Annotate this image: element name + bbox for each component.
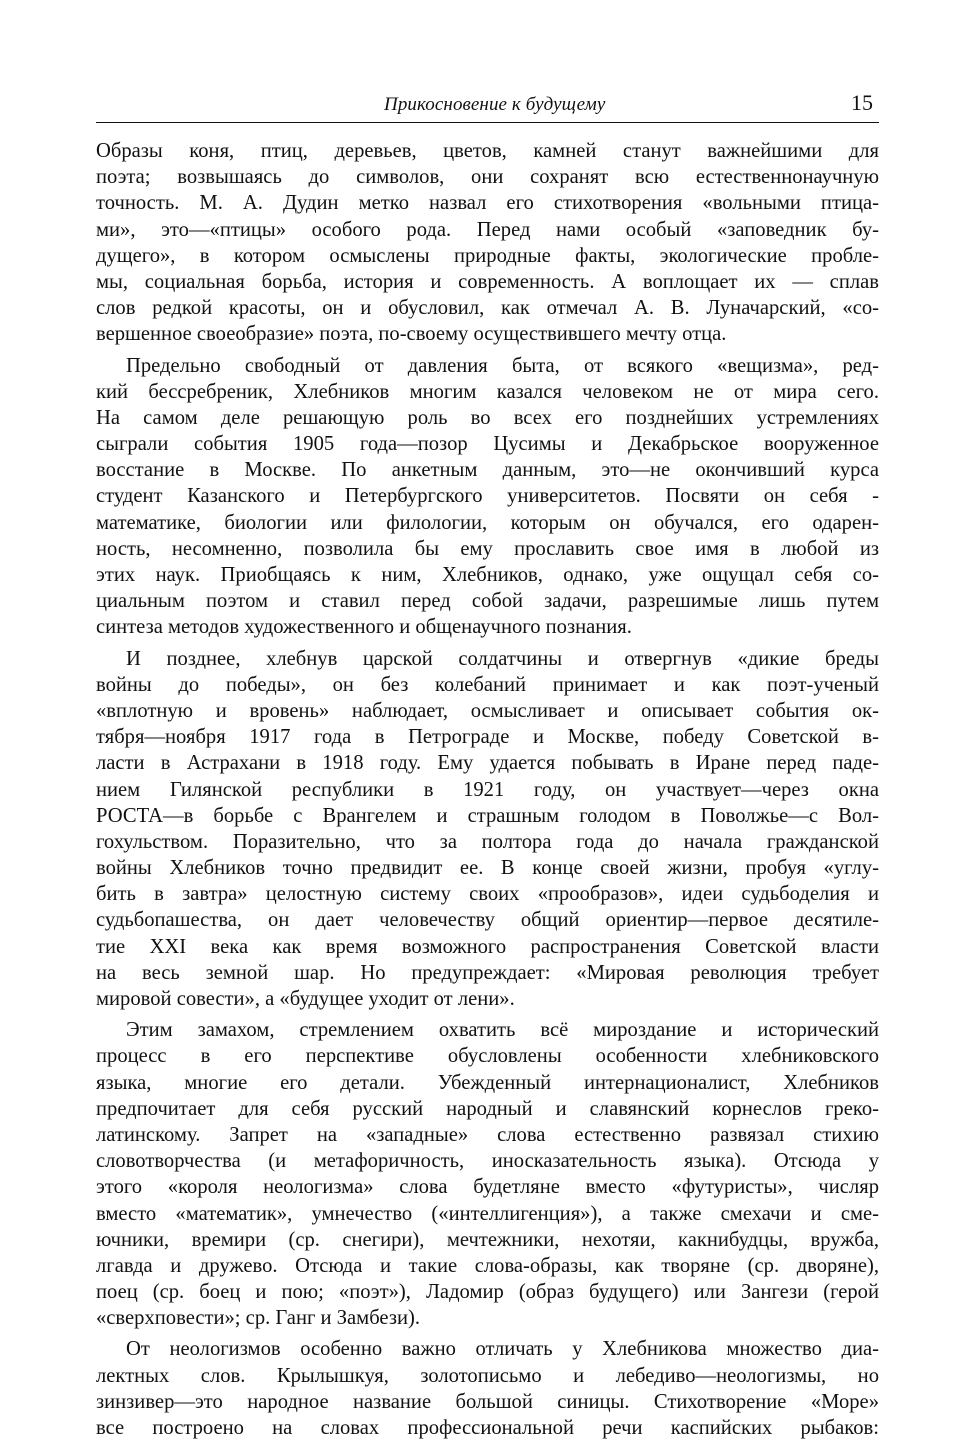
text-line: математике, биологии или филологии, которым он обучался, его одарен- <box>96 511 879 534</box>
text-line: слов редкой красоты, он и обусловил, как отмечал А. В. Луначарский, «со- <box>96 297 879 320</box>
text-line: тября—ноября 1917 года в Петрограде и Москве, победу Советской в- <box>96 726 879 749</box>
text-line: дущего», в котором осмыслены природные факты, экологические пробле- <box>96 244 879 267</box>
text-line: синтеза методов художественного и общенаучного познания. <box>96 616 632 639</box>
text-line: процесс в его перспективе обусловлены особенности хлебниковского <box>96 1045 879 1068</box>
paragraph-1 <box>96 138 879 348</box>
paragraph-4 <box>96 1017 879 1331</box>
paragraph-5 <box>96 1336 879 1441</box>
text-line: вершенное своеобразие» поэта, по-своему осуществившего мечту отца. <box>96 323 727 346</box>
text-line: поэта; возвышаясь до символов, они сохранят всю естественнонаучную <box>96 166 879 189</box>
text-line: мировой совести», а «будущее уходит от лени». <box>96 988 515 1010</box>
text-line: циальным поэтом и ставил перед собой задачи, разрешимые лишь путем <box>96 590 879 613</box>
text-line: Образы коня, птиц, деревьев, цветов, камней станут важнейшими для <box>96 140 879 162</box>
text-line: вместо «математик», умнечество («интеллигенция»), а также смехачи и сме- <box>96 1202 879 1225</box>
paragraph-3 <box>96 646 879 1013</box>
text-line: И позднее, хлебнув царской солдатчины и отвергнув «дикие бреды <box>126 647 879 670</box>
text-line: войны Хлебников точно предвидит ее. В конце своей жизни, пробуя «углу- <box>96 857 879 880</box>
text-line: восстание в Москве. По анкетным данным, это—не окончивший курса <box>96 459 879 482</box>
paragraph-2 <box>96 353 879 641</box>
text-line: на весь земной шар. Но предупреждает: «Мировая революция требует <box>96 961 879 984</box>
text-line: ючники, времири (ср. снегири), мечтежники, нехотяи, какнибудцы, вружба, <box>96 1228 879 1251</box>
text-line: все построено на словах профессиональной речи каспийских рыбаков: <box>96 1417 879 1439</box>
text-line: «вплотную и вровень» наблюдает, осмысливает и описывает события ок- <box>96 699 879 722</box>
text-line: студент Казанского и Петербургского университетов. Посвяти он себя - <box>96 485 879 508</box>
text-line: зинзивер—это народное название большой синицы. Стихотворение «Море» <box>96 1390 879 1413</box>
text-line: этого «короля неологизма» слова будетляне вместо «футуристы», числяр <box>96 1176 879 1199</box>
text-line: судьбопашества, он дает человечеству общий ориентир—первое десятиле- <box>96 909 879 932</box>
text-line: латинскому. Запрет на «западные» слова естественно развязал стихию <box>96 1123 879 1146</box>
text-line: ность, несомненно, позволила бы ему прославить свое имя в любой из <box>96 537 879 560</box>
text-line: Предельно свободный от давления быта, от всякого «вещизма», ред- <box>126 354 879 377</box>
running-title: Прикосновение к будущему <box>384 94 606 115</box>
text-line: От неологизмов особенно важно отличать у Хлебникова множество диа- <box>126 1338 879 1361</box>
running-header <box>96 90 879 123</box>
text-line: «сверхповести»; ср. Ганг и Замбези). <box>96 1307 420 1330</box>
text-line: ми», это—«птицы» особого рода. Перед нами особый «заповедник бу- <box>96 218 879 241</box>
text-line: РОСТА—в борьбе с Врангелем и страшным голодом в Поволжье—с Вол- <box>96 804 879 827</box>
text-line: нием Гилянской республики в 1921 году, он участвует—через окна <box>96 778 879 801</box>
text-line: точность. М. А. Дудин метко назвал его стихотворения «вольными птица- <box>96 192 879 215</box>
text-line: войны до победы», он без колебаний принимает и как поэт-ученый <box>96 673 879 696</box>
text-line: мы, социальная борьба, история и современность. А воплощает их — сплав <box>96 270 879 293</box>
text-line: бить в завтра» целостную систему своих «прообразов», идеи судьбоделия и <box>96 883 879 906</box>
text-line: Этим замахом, стремлением охватить всё мироздание и исторический <box>126 1019 879 1042</box>
text-line: гохульством. Поразительно, что за полтора года до начала гражданской <box>96 830 879 853</box>
text-line: ласти в Астрахани в 1918 году. Ему удается побывать в Иране перед паде- <box>96 752 879 775</box>
body-text <box>96 138 879 1441</box>
text-line: сыграли события 1905 года—позор Цусимы и Декабрьское вооруженное <box>96 433 879 456</box>
text-line: кий бессребреник, Хлебников многим казался человеком не от мира сего. <box>96 380 879 403</box>
text-line: На самом деле решающую роль во всех его позднейших устремлениях <box>96 406 879 429</box>
text-line: языка, многие его детали. Убежденный интернационалист, Хлебников <box>96 1071 879 1094</box>
text-line: поец (ср. боец и пою; «поэт»), Ладомир (образ будущего) или Зангези (герой <box>96 1281 879 1304</box>
text-line: тие XXI века как время возможного распространения Советской власти <box>96 935 879 958</box>
text-line: лгавда и дружево. Отсюда и такие слова-образы, как творяне (ср. дворяне), <box>96 1254 879 1277</box>
text-line: этих наук. Приобщаясь к ним, Хлебников, однако, уже ощущал себя со- <box>96 564 879 586</box>
text-line: словотворчества (и метафоричность, иносказательность языка). Отсюда у <box>96 1150 879 1173</box>
text-line: лектных слов. Крылышкуя, золотописьмо и лебедиво—неологизмы, но <box>96 1364 879 1387</box>
page-number: 15 <box>851 90 873 115</box>
text-line: предпочитает для себя русский народный и славянский корнеслов греко- <box>96 1097 879 1120</box>
